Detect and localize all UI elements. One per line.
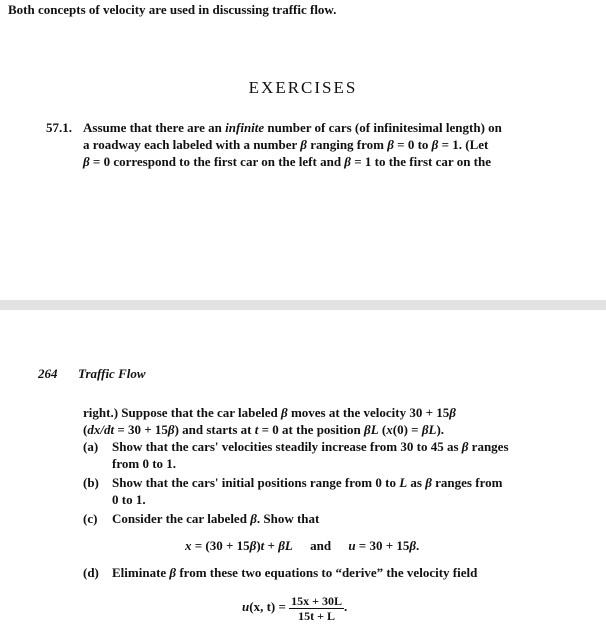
position-velocity-equations: x = (30 + 15β)t + βL and u = 30 + 15β.: [185, 538, 420, 553]
page-gutter: [0, 300, 606, 310]
exercise-number: 57.1.: [46, 120, 72, 135]
fraction-denominator: 15t + L: [298, 608, 335, 623]
bottom-page: [0, 310, 606, 627]
part-d-line-1: Eliminate β from these two equations to “derive” the velocity field: [112, 565, 478, 580]
continuation-line-1: right.) Suppose that the car labeled β moves at the velocity 30 + 15β: [83, 405, 456, 420]
exercises-heading: EXERCISES: [248, 78, 358, 97]
page-number: 264: [38, 366, 58, 381]
exercise-line-3: β = 0 correspond to the first car on the left and β = 1 to the first car on the: [83, 154, 491, 169]
part-b-line-1: Show that the cars' initial positions range from 0 to L as β ranges from: [112, 475, 503, 490]
intro-line: Both concepts of velocity are used in discussing traffic flow.: [8, 2, 337, 17]
part-c-label: (c): [83, 511, 98, 526]
part-b-label: (b): [83, 475, 99, 490]
velocity-field-fraction: [289, 594, 344, 623]
continuation-line-2: (dx/dt = 30 + 15β) and starts at t = 0 at the position βL (x(0) = βL).: [83, 422, 445, 437]
part-d-label: (d): [83, 565, 99, 580]
part-a-label: (a): [83, 439, 99, 454]
top-page: [0, 0, 606, 300]
part-c-line-1: Consider the car labeled β. Show that: [112, 511, 320, 526]
exercise-line-2: a roadway each labeled with a number β ranging from β = 0 to β = 1. (Let: [83, 137, 489, 152]
part-a-line-2: from 0 to 1.: [112, 456, 177, 471]
running-head: Traffic Flow: [78, 366, 146, 381]
velocity-field-equation: u(x, t) = $\frac{15x + 30L}{15t + L}$ .: [242, 593, 348, 623]
fraction-numerator: 15x + 30L: [291, 593, 342, 608]
part-a-line-1: Show that the cars' velocities steadily increase from 30 to 45 as β ranges: [112, 439, 509, 454]
exercise-line-1: Assume that there are an infinite number of cars (of infinitesimal length) on: [83, 120, 502, 135]
part-b-line-2: 0 to 1.: [112, 492, 146, 507]
